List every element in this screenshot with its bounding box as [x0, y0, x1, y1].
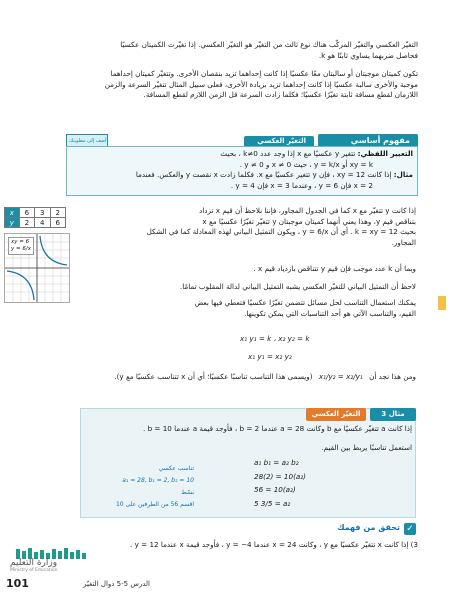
verbal-equation: xy = k أو y = k/x ، حيث x ≠ 0 و y ≠ 0 .: [239, 159, 373, 169]
side-note: بسّط: [181, 489, 194, 496]
verbal-text: تتغير y عكسيًا مع x إذا وجد عدد k≠0 ، بحيث: [220, 149, 356, 158]
example-step: a₁ b₁ = a₂ b₂: [254, 458, 299, 467]
eq3-lead: ومن هذا نجد أن: [369, 372, 416, 381]
concept-example-line-1: إذا كانت xy = 12 ، فإن y تتغير عكسيًا مع x. فكلما زادت x نقصت y والعكس. فعندما: [135, 170, 392, 180]
body-line: لاحظ أن التمثيل البياني للتغيّر العكسي يشبه التمثيل البياني لدالة المقلوب تمامًا.: [179, 282, 416, 291]
ministry-name: [10, 558, 90, 573]
body-line: بتناقص قيم y، وهذا يعني أنهما كميتان موجبتان y تتغيّر تغيّرًا عكسيًا مع x: [202, 216, 416, 226]
concept-tab-label: مفهوم أساسي: [350, 136, 410, 145]
intro-line-5: اللازمان لقطع مسافة ثابتة تغيّرًا عكسيًا؛ فكلما زادت السرعة قل الزمن اللازم لقطع المسافة.: [143, 90, 418, 100]
table-x-header: x: [5, 208, 20, 218]
check-icon: ✓: [404, 523, 416, 535]
example-label: مثال:: [393, 170, 413, 180]
example-step: 28(2) = 10(a₂): [254, 471, 306, 481]
intro-paragraph: [66, 40, 418, 101]
body-line: يمكنك استعمال التناسب لحل مسائل تتضمن تغيّرًا عكسيًا فتعطي فيها بعض: [194, 298, 416, 307]
verbal-label: التعبير اللفظي:: [357, 149, 413, 158]
eq3-trail: (ويسمى هذا التناسب تناسبًا عكسيًا؛ أي أن x تتناسب عكسيًا مع y).: [114, 372, 313, 381]
equation-2: x₁ y₁ = x₂ y₂: [248, 352, 292, 361]
ministry-name-ar: وزارة التعليم: [10, 558, 58, 568]
example-question: إذا كانت a تتغيّر عكسيًا مع b وكانت a = 28 عندما b = 2 ، فأوجد قيمة a عندما b = 10 .: [142, 424, 412, 433]
body-line: القيم، والتناسب الآتي هو أحد التناسبات التي يمكن تكوينها.: [244, 308, 416, 318]
body-line: بحيث k = xy = 12 . أي أن y = 6/x ، ويكون التمثيل البياني لهذه المعادلة كما في الشكل: [146, 227, 416, 237]
table-cell: 6: [19, 208, 34, 218]
concept-example-line-2: x = 2 فإن y = 6 ، وعندما x = 3 فإن y = 4 .: [230, 180, 373, 190]
side-note: a₁ = 28, b₁ = 2, b₂ = 10: [122, 477, 194, 484]
example-intro: استعمل تناسبًا يربط بين القيم.: [321, 443, 412, 452]
body-line: وبما أن k عدد موجب فإن قيم y تتناقص بازدياد قيم x .: [253, 264, 416, 273]
body-paragraph-3: [76, 282, 416, 293]
side-note: اقسم 56 من الطرفين على 10: [115, 501, 194, 508]
equation-1: x₁ y₁ = k ، x₂ y₂ = k: [240, 334, 310, 343]
concept-title: التغيّر العكسي: [257, 137, 306, 145]
hyperbola-graph: [4, 233, 70, 303]
side-note: تناسب عكسي: [158, 465, 194, 472]
hyperbola-branch-right: [40, 236, 67, 265]
check-title: تحقق من فهمك: [337, 523, 400, 532]
example-step: 5 3/5 = a₂: [254, 498, 291, 508]
intro-line-4: موجبة والأخرى سالبة عكسيًا إذا كانت إحداهما تزيد بزيادة الأخرى، فعلى سبيل المثال تتغيّر السرعة والزمن: [104, 79, 418, 89]
intro-line-3: تكون كميتان موجبتان أو سالبتان معًا عكسيًا إذا كانت إحداهما تزيد بنقصان الأخرى. وتتغيّر كميتان إحداهما: [110, 69, 418, 79]
body-paragraph-2: [76, 264, 416, 275]
table-cell: 3: [35, 208, 50, 218]
concept-box: [66, 146, 418, 196]
values-table: [4, 207, 66, 229]
ministry-name-en: Ministry of Education: [10, 568, 58, 573]
body-line: المجاور.: [391, 237, 416, 247]
body-line: إذا كانت y تتغيّر مع x كما في الجدول المجاور، فإننا نلاحظ أن قيم x تزداد: [199, 206, 416, 215]
hyperbola-branch-left: [7, 271, 34, 300]
example-steps: [254, 458, 344, 509]
example-tab: مثال 3: [370, 408, 416, 421]
example-title: التغيّر العكسي: [306, 408, 366, 421]
body-paragraph-4: [76, 298, 416, 319]
intro-line-2: فحاصل ضربهما يساوي ثابتًا هو k.: [318, 50, 418, 60]
table-cell: 4: [35, 218, 50, 228]
graph-equation-box: [8, 237, 34, 255]
table-cell: 2: [50, 208, 65, 218]
body-paragraph-1: [76, 206, 416, 248]
eq3: x₁/y₂ = x₂/y₁: [318, 372, 363, 381]
check-item: 3) إذا كانت x تتغيّر عكسيًا مع y ، وكانت x = 24 عندما y = −4 ، فأوجد قيمة x عندما y = 12 .: [130, 540, 418, 549]
graph-eq-2: y = 6/x: [11, 246, 31, 252]
graph-eq-1: xy = 6: [11, 239, 30, 245]
example-step: 56 = 10(a₂): [254, 485, 296, 495]
page-number: 101: [6, 577, 29, 590]
table-cell: 6: [50, 218, 65, 228]
example-header: [80, 408, 416, 421]
side-bookmark-tab: [438, 296, 446, 310]
table-y-header: y: [5, 218, 20, 228]
intro-line-1: التغيّر العكسي والتغيّر المركّب هناك نوع ثالث من التغيّر هو التغيّر العكسي. إذا تغيّرت الكميتان عكسيًا: [120, 40, 418, 49]
lesson-label: الدرس 5-5 دوال التغيّر: [83, 580, 150, 588]
equation-3-line: [80, 372, 416, 383]
table-cell: 2: [19, 218, 34, 228]
foldable-tab-label: أضف إلى مطويتك: [69, 138, 107, 144]
example-side-notes: [84, 463, 194, 515]
check-header: [296, 522, 416, 536]
